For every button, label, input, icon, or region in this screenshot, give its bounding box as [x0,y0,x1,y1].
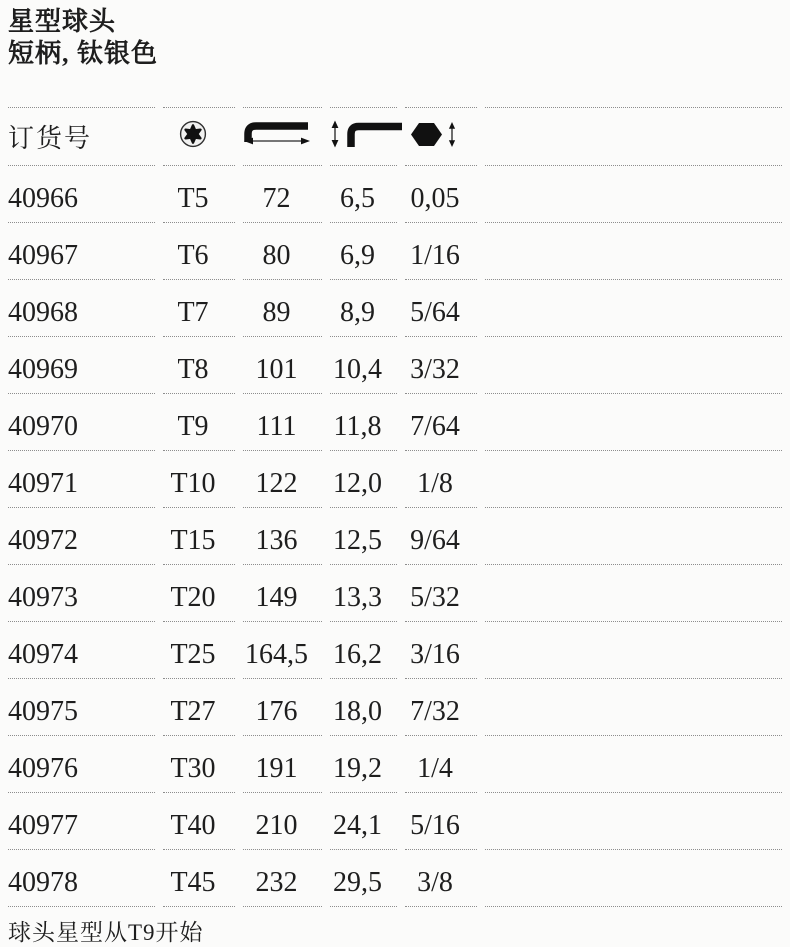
page-title: 星型球头 [8,7,117,36]
short-arm-mm-cell: 24,1 [330,793,397,850]
hex-size-inch-cell: 3/32 [405,337,477,394]
short-arm-header [330,107,397,166]
order-number-cell: 40974 [8,622,155,679]
row-filler [485,850,782,907]
order-number-cell: 40977 [8,793,155,850]
table-row [8,508,782,565]
row-filler [485,280,782,337]
short-arm-mm-cell: 6,9 [330,223,397,280]
hex-size-inch-cell: 1/16 [405,223,477,280]
hex-size-inch-cell: 9/64 [405,508,477,565]
blade-length-icon [243,121,311,147]
row-filler [485,565,782,622]
order-number-cell: 40967 [8,223,155,280]
hex-size-inch-cell: 7/32 [405,679,477,736]
blade-length-mm-cell: 164,5 [243,622,322,679]
hex-size-inch-cell: 3/16 [405,622,477,679]
blade-length-mm-cell: 122 [243,451,322,508]
table-row [8,337,782,394]
order-number-cell: 40970 [8,394,155,451]
table-row [8,793,782,850]
row-filler [485,508,782,565]
hex-size-header [405,107,477,166]
hex-size-inch-cell: 5/64 [405,280,477,337]
blade-length-mm-cell: 149 [243,565,322,622]
short-arm-height-icon [330,120,404,148]
short-arm-mm-cell: 18,0 [330,679,397,736]
table-row [8,565,782,622]
blade-length-mm-cell: 111 [243,394,322,451]
table-row [8,280,782,337]
torx-size-cell: T20 [163,565,235,622]
hex-size-inch-cell: 1/8 [405,451,477,508]
short-arm-mm-cell: 6,5 [330,166,397,223]
torx-size-cell: T9 [163,394,235,451]
torx-size-cell: T15 [163,508,235,565]
order-number-cell: 40968 [8,280,155,337]
table-row [8,394,782,451]
blade-length-mm-cell: 232 [243,850,322,907]
short-arm-mm-cell: 19,2 [330,736,397,793]
order-number-cell: 40969 [8,337,155,394]
page-subtitle: 短柄, 钛银色 [8,39,159,68]
torx-size-cell: T27 [163,679,235,736]
footnote: 球头星型从T9开始 [8,920,204,945]
blade-length-mm-cell: 89 [243,280,322,337]
torx-size-cell: T5 [163,166,235,223]
blade-length-mm-cell: 101 [243,337,322,394]
torx-size-header [163,107,235,166]
order-number-cell: 40975 [8,679,155,736]
row-filler [485,394,782,451]
row-filler [485,451,782,508]
order-number-cell: 40971 [8,451,155,508]
short-arm-mm-cell: 12,0 [330,451,397,508]
table-row [8,166,782,223]
torx-size-cell: T10 [163,451,235,508]
short-arm-mm-cell: 10,4 [330,337,397,394]
hex-size-inch-cell: 0,05 [405,166,477,223]
order-number-cell: 40973 [8,565,155,622]
product-table [0,107,790,907]
row-filler [485,679,782,736]
short-arm-mm-cell: 13,3 [330,565,397,622]
row-filler [485,736,782,793]
hex-size-inch-cell: 1/4 [405,736,477,793]
torx-size-cell: T6 [163,223,235,280]
order-number-cell: 40976 [8,736,155,793]
short-arm-mm-cell: 8,9 [330,280,397,337]
row-filler [485,223,782,280]
blade-length-header [243,107,322,166]
short-arm-mm-cell: 11,8 [330,394,397,451]
torx-size-cell: T30 [163,736,235,793]
header-filler [485,107,782,166]
short-arm-mm-cell: 12,5 [330,508,397,565]
blade-length-mm-cell: 176 [243,679,322,736]
hex-size-inch-cell: 3/8 [405,850,477,907]
hex-size-inch-cell: 5/16 [405,793,477,850]
table-row [8,736,782,793]
torx-size-cell: T7 [163,280,235,337]
table-row [8,679,782,736]
table-row [8,223,782,280]
row-filler [485,166,782,223]
order-number-cell: 40966 [8,166,155,223]
torx-size-cell: T8 [163,337,235,394]
hex-size-inch-cell: 5/32 [405,565,477,622]
table-row [8,850,782,907]
order-number-cell: 40972 [8,508,155,565]
hex-size-inch-cell: 7/64 [405,394,477,451]
blade-length-mm-cell: 72 [243,166,322,223]
blade-length-mm-cell: 191 [243,736,322,793]
order-number-cell: 40978 [8,850,155,907]
table-row [8,451,782,508]
torx-screw-icon [179,120,207,148]
short-arm-mm-cell: 16,2 [330,622,397,679]
row-filler [485,622,782,679]
torx-size-cell: T45 [163,850,235,907]
row-filler [485,337,782,394]
title-block [0,0,790,70]
torx-size-cell: T40 [163,793,235,850]
row-filler [485,793,782,850]
header-row [8,107,782,166]
blade-length-mm-cell: 210 [243,793,322,850]
table-body [8,166,782,907]
torx-size-cell: T25 [163,622,235,679]
table-row [8,622,782,679]
short-arm-mm-cell: 29,5 [330,850,397,907]
order-number-header: 订货号 [8,107,155,166]
blade-length-mm-cell: 136 [243,508,322,565]
hex-across-flats-icon [410,121,460,148]
blade-length-mm-cell: 80 [243,223,322,280]
